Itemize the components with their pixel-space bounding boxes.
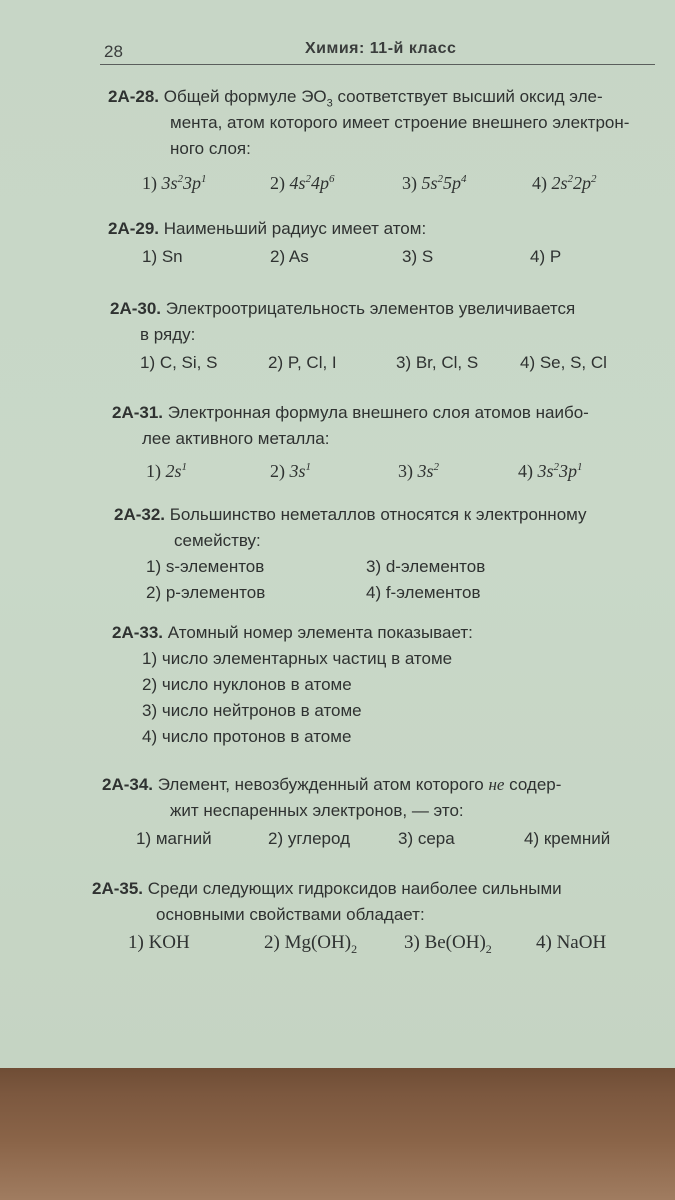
answer-option[interactable]: 4) NaOH — [536, 932, 607, 953]
task-number: 2А-30. — [110, 299, 162, 318]
task-text: Элемент, невозбужденный атом которого — [157, 775, 489, 794]
answer-option[interactable]: 1) число элементарных частиц в атоме — [142, 649, 453, 668]
task-2a-33 — [112, 620, 657, 750]
task-text: в ряду: — [140, 325, 196, 344]
task-text: жит неспаренных электронов, — это: — [170, 801, 464, 820]
page-number: 28 — [104, 42, 123, 61]
task-stem-line — [112, 400, 667, 426]
task-text: Общей формуле ЭО — [163, 87, 327, 106]
answer-option[interactable]: 1) s-элементов — [146, 557, 265, 576]
task-stem-line — [108, 84, 663, 110]
formula-subscript: 3 — [326, 97, 333, 110]
answer-options — [108, 244, 663, 270]
answer-options — [114, 554, 659, 606]
answer-option[interactable]: 1) Sn — [142, 247, 183, 266]
task-text: Атомный номер элемента показывает: — [167, 623, 473, 642]
answer-option[interactable]: 1) C, Si, S — [140, 353, 218, 372]
answer-option[interactable]: 4) $3s^23p^1$ — [518, 461, 583, 481]
task-2a-32 — [114, 502, 659, 606]
task-text: основными свойствами обладает: — [156, 905, 425, 924]
task-stem-line — [92, 876, 662, 902]
task-number: 2А-33. — [112, 623, 164, 642]
task-text: семейству: — [174, 531, 261, 550]
task-stem-line — [112, 620, 657, 646]
task-2a-31 — [112, 400, 667, 480]
answer-option[interactable]: 2) число нуклонов в атоме — [142, 675, 352, 694]
task-text: Электроотрицательность элементов увеличивается — [165, 299, 576, 318]
task-text-emphasis: не — [488, 775, 505, 794]
answer-option[interactable]: 3) $5s^25p^4$ — [402, 173, 467, 193]
answer-option[interactable]: 3) Br, Cl, S — [396, 353, 479, 372]
wooden-table-surface — [0, 1068, 675, 1200]
task-number: 2А-31. — [112, 403, 164, 422]
task-text: Среди следующих гидроксидов наиболее сильными — [147, 879, 562, 898]
answer-option[interactable]: 4) P — [530, 247, 562, 266]
answer-option[interactable]: 4) число протонов в атоме — [142, 727, 352, 746]
answer-option[interactable]: 3) $3s^2$ — [398, 461, 440, 481]
answer-options — [92, 930, 662, 956]
task-text: соответствует высший оксид эле- — [332, 87, 603, 106]
answer-option[interactable]: 3) S — [402, 247, 434, 266]
answer-option[interactable]: 1) магний — [136, 829, 212, 848]
task-number: 2А-28. — [108, 87, 160, 106]
answer-options — [108, 166, 663, 192]
answer-option[interactable]: 3) число нейтронов в атоме — [142, 701, 362, 720]
task-2a-29 — [108, 216, 663, 270]
task-text: содер- — [504, 775, 562, 794]
task-2a-35 — [92, 876, 662, 956]
task-2a-34 — [102, 772, 662, 852]
task-text: Электронная формула внешнего слоя атомов наибо- — [167, 403, 589, 422]
answer-option[interactable]: 1) KOH — [128, 932, 190, 953]
answer-option[interactable]: 3) d-элементов — [366, 557, 486, 576]
task-text: ного слоя: — [170, 139, 251, 158]
task-number: 2А-35. — [92, 879, 144, 898]
answer-option[interactable]: 2) As — [270, 247, 309, 266]
answer-option[interactable]: 2) углерод — [268, 829, 350, 848]
task-stem-line — [108, 216, 663, 242]
answer-options — [102, 826, 662, 852]
answer-option[interactable]: 2) p-элементов — [146, 583, 266, 602]
task-2a-30 — [110, 296, 665, 376]
task-text: Наименьший радиус имеет атом: — [163, 219, 427, 238]
task-stem-line — [110, 296, 665, 322]
answer-option[interactable]: 2) $4s^24p^6$ — [270, 173, 335, 193]
answer-option[interactable]: 2) $3s^1$ — [270, 461, 312, 481]
answer-options — [110, 350, 665, 376]
answer-option[interactable]: 4) кремний — [524, 829, 611, 848]
answer-option[interactable]: 2) $Mg(OH)_2$ — [264, 932, 358, 956]
answer-option[interactable]: 4) $2s^22p^2$ — [532, 173, 597, 193]
answer-option[interactable]: 1) $3s^23p^1$ — [142, 173, 207, 193]
header-divider — [100, 64, 655, 65]
answer-option[interactable]: 3) сера — [398, 829, 455, 848]
task-text: Большинство неметаллов относятся к электронному — [169, 505, 587, 524]
answer-options — [112, 454, 667, 480]
task-text: лее активного металла: — [142, 429, 330, 448]
answer-option[interactable]: 4) f-элементов — [366, 583, 481, 602]
answer-option[interactable]: 1) $2s^1$ — [146, 461, 188, 481]
answer-option[interactable]: 4) Se, S, Cl — [520, 353, 607, 372]
task-stem-line — [102, 772, 662, 798]
answer-option[interactable]: 2) P, Cl, I — [268, 353, 337, 372]
task-number: 2А-29. — [108, 219, 160, 238]
running-title: Химия: 11-й класс — [305, 40, 457, 57]
task-number: 2А-34. — [102, 775, 154, 794]
task-stem-line — [114, 502, 659, 528]
answer-option[interactable]: 3) $Be(OH)_2$ — [404, 932, 492, 956]
task-2a-28 — [108, 84, 663, 192]
task-number: 2А-32. — [114, 505, 166, 524]
task-text: мента, атом которого имеет строение внешнего электрон- — [170, 113, 630, 132]
